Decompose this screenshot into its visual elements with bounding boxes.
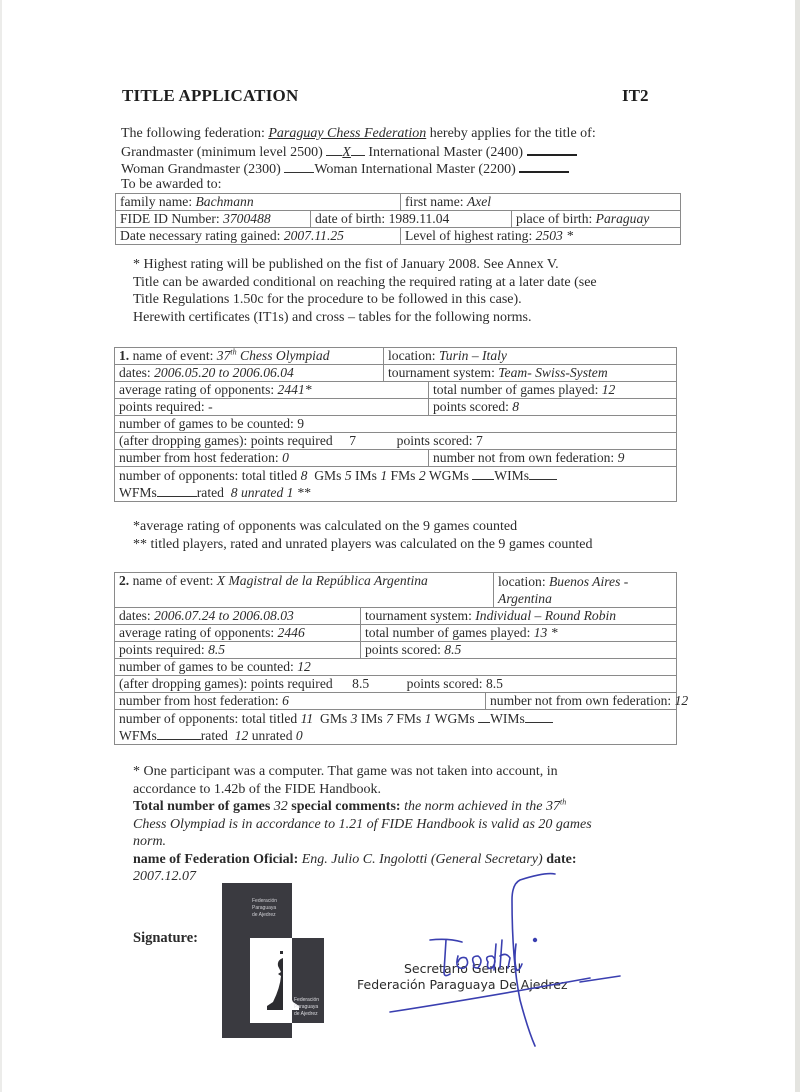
wfms-label: WFMs xyxy=(119,485,157,500)
pob-cell xyxy=(512,211,681,228)
opponents-label: number of opponents: total titled xyxy=(119,468,301,483)
table-row xyxy=(115,676,677,693)
system-label: tournament system: xyxy=(388,365,499,380)
dob-cell xyxy=(311,211,512,228)
fms-count: 2 xyxy=(418,468,426,483)
event-label: name of event: xyxy=(129,348,217,363)
gms-count: 3 xyxy=(350,711,358,726)
dates-value: 2006.05.20 to 2006.06.04 xyxy=(154,365,294,380)
event-sup: th xyxy=(230,347,237,357)
pob-value: Paraguay xyxy=(595,211,650,226)
event-value: 37 xyxy=(216,348,231,363)
total-games-cell xyxy=(361,625,677,642)
opponents-cell xyxy=(115,710,677,745)
comments-text: the norm achieved in the 37 xyxy=(404,799,560,814)
federation-prefix: The following federation: xyxy=(121,126,269,141)
wims-label: WIMs xyxy=(490,711,525,726)
games-counted-label: number of games to be counted: xyxy=(119,416,298,431)
unrated-count: 0 xyxy=(295,728,303,743)
after-dropping-scored-label: points scored: xyxy=(406,676,486,691)
gms-label: GMs xyxy=(314,468,342,483)
gms-label: GMs xyxy=(320,711,348,726)
table-row xyxy=(115,365,677,382)
total-games-value: 32 xyxy=(273,799,288,814)
player-table xyxy=(115,193,681,245)
ims-count: 7 xyxy=(386,711,393,726)
im-label: International Master (2400) xyxy=(364,145,527,160)
highest-rating-value: 2503 * xyxy=(535,228,574,243)
rated-label: rated xyxy=(196,485,224,500)
event-cell xyxy=(115,573,494,608)
wfms-label: WFMs xyxy=(119,728,157,743)
points-scored-value: 8 xyxy=(512,399,520,414)
first-name-cell xyxy=(401,194,681,211)
wgm-blank xyxy=(284,160,314,173)
first-name-label: first name: xyxy=(405,194,467,209)
page-edge-left xyxy=(0,0,2,1092)
avg-rating-value: 2441* xyxy=(277,382,312,397)
dates-cell xyxy=(115,608,361,625)
fide-id-cell xyxy=(116,211,311,228)
points-scored-cell xyxy=(429,399,677,416)
handwritten-signature-icon xyxy=(340,860,660,1050)
host-fed-value: 6 xyxy=(282,693,289,708)
event-value-rest: Chess Olympiad xyxy=(236,348,330,363)
wim-label: Woman International Master (2200) xyxy=(314,162,520,177)
unrated-count: 1 ** xyxy=(286,485,311,500)
avg-rating-label: average rating of opponents: xyxy=(119,382,278,397)
footnote-line: ** titled players, rated and unrated players was calculated on the 9 games counted xyxy=(133,536,593,552)
footnote-line: accordance to 1.42b of the FIDE Handbook. xyxy=(133,781,382,797)
footnote-line: *average rating of opponents was calculated on the 9 games counted xyxy=(133,519,518,534)
fms-label: FMs xyxy=(396,711,422,726)
points-required-cell xyxy=(115,399,429,416)
after-dropping-cell xyxy=(115,676,677,693)
games-counted-cell xyxy=(115,659,677,676)
location-cell xyxy=(494,573,677,608)
comments-text-2: Chess Olympiad is in accordance to 1.21 of FIDE Handbook is valid as 20 games xyxy=(133,816,592,832)
logo-text: Paraguaya xyxy=(294,1004,319,1010)
federation-name: Paraguay Chess Federation xyxy=(268,126,427,141)
points-required-value: - xyxy=(208,399,213,414)
logo-text: de Ajedrez xyxy=(294,1011,318,1017)
comments-text-3: norm. xyxy=(133,834,167,849)
host-fed-label: number from host federation: xyxy=(119,693,283,708)
norm-2-footnotes xyxy=(133,763,558,798)
opponents-label: number of opponents: total titled xyxy=(119,711,301,726)
points-scored-label: points scored: xyxy=(433,399,513,414)
event-value: X Magistral de la República Argentina xyxy=(216,573,428,588)
gms-count: 5 xyxy=(344,468,352,483)
federation-line xyxy=(121,125,596,142)
not-own-fed-value: 9 xyxy=(617,450,625,465)
date-label: date: xyxy=(542,851,577,867)
form-id: IT2 xyxy=(622,86,649,105)
games-counted-value: 12 xyxy=(297,659,311,674)
table-row xyxy=(115,416,677,433)
system-value: Team- Swiss-System xyxy=(498,365,608,380)
federation-suffix: hereby applies for the title of: xyxy=(426,126,596,141)
stamp-title: Secretario General xyxy=(404,961,522,976)
avg-rating-cell xyxy=(115,625,361,642)
dates-value: 2006.07.24 to 2006.08.03 xyxy=(154,608,294,623)
rated-label: rated xyxy=(200,728,228,743)
family-name-cell xyxy=(116,194,401,211)
points-required-cell xyxy=(115,642,361,659)
stamp-federation: Federación Paraguaya De Ajedrez xyxy=(357,977,568,992)
after-dropping-scored: 7 xyxy=(475,433,483,448)
comments-sup: th xyxy=(559,797,567,807)
after-dropping-scored-label: points scored: xyxy=(396,433,476,448)
after-dropping-label: (after dropping games): points required xyxy=(119,676,333,691)
awarded-to: To be awarded to: xyxy=(121,177,222,192)
dates-label: dates: xyxy=(119,608,155,623)
note-line: Title can be awarded conditional on reaching the required rating at a later date (see xyxy=(133,274,597,290)
gm-label: Grandmaster (minimum level 2500) xyxy=(121,145,327,160)
note-line: Herewith certificates (IT1s) and cross – tables for the following norms. xyxy=(133,309,532,325)
wgms-label: WGMs xyxy=(434,711,475,726)
system-label: tournament system: xyxy=(365,608,476,623)
table-row xyxy=(115,710,677,745)
games-counted-label: number of games to be counted: xyxy=(119,659,298,674)
highest-rating-cell xyxy=(401,228,681,245)
total-games-label: total number of games played: xyxy=(433,382,602,397)
total-games-label: Total number of games xyxy=(133,799,274,814)
norm-1-table xyxy=(114,347,677,502)
first-name-value: Axel xyxy=(466,194,492,209)
ims-label: IMs xyxy=(355,468,377,483)
avg-rating-value: 2446 xyxy=(277,625,305,640)
ims-label: IMs xyxy=(360,711,383,726)
wgms-label: WGMs xyxy=(428,468,469,483)
table-row xyxy=(115,659,677,676)
table-row xyxy=(115,399,677,416)
fms-count: 1 xyxy=(424,711,432,726)
footnote-line: * One participant was a computer. That game was not taken into account, in xyxy=(133,764,558,779)
location-label: location: xyxy=(388,348,439,363)
wims-blank xyxy=(525,710,553,723)
ims-count: 1 xyxy=(380,468,388,483)
location-value: Buenos Aires - xyxy=(549,574,629,589)
points-required-value: 8.5 xyxy=(208,642,226,657)
page-title: TITLE APPLICATION xyxy=(122,86,299,105)
games-counted-cell xyxy=(115,416,677,433)
not-own-fed-value: 12 xyxy=(674,693,689,708)
signature-label: Signature: xyxy=(133,930,198,946)
titled-count: 11 xyxy=(300,711,314,726)
avg-rating-label: average rating of opponents: xyxy=(119,625,278,640)
gm-mark: X xyxy=(342,145,351,160)
not-own-fed-label: number not from own federation: xyxy=(490,693,675,708)
wgms-blank xyxy=(472,467,494,480)
highest-rating-label: Level of highest rating: xyxy=(405,228,536,243)
table-row xyxy=(115,450,677,467)
official-label: name of Federation Oficial: xyxy=(133,851,302,867)
event-label: name of event: xyxy=(129,573,217,588)
wims-label: WIMs xyxy=(494,468,530,483)
system-cell xyxy=(361,608,677,625)
after-dropping-scored: 8.5 xyxy=(485,676,503,691)
table-row xyxy=(115,433,677,450)
wgm-label: Woman Grandmaster (2300) xyxy=(121,162,285,177)
not-own-fed-label: number not from own federation: xyxy=(433,450,618,465)
norm-1-footnotes xyxy=(133,518,593,553)
location-label: location: xyxy=(498,574,549,589)
host-fed-label: number from host federation: xyxy=(119,450,283,465)
table-row xyxy=(115,693,677,710)
dates-label: dates: xyxy=(119,365,155,380)
norm-2-table xyxy=(114,572,689,745)
dates-cell xyxy=(115,365,384,382)
table-row xyxy=(115,348,677,365)
gm-blank-pre xyxy=(326,143,342,156)
location-value-2: Argentina xyxy=(498,591,552,606)
note-line: * Highest rating will be published on the fist of January 2008. See Annex V. xyxy=(133,257,559,272)
location-cell xyxy=(384,348,677,365)
after-dropping-required: 8.5 xyxy=(352,676,370,691)
games-counted-value: 9 xyxy=(297,416,304,431)
im-blank xyxy=(527,142,577,156)
fide-id-value: 3700488 xyxy=(223,211,271,226)
rating-date-label: Date necessary rating gained: xyxy=(120,228,284,243)
table-row xyxy=(115,467,677,502)
wims-blank xyxy=(529,467,557,480)
fide-id-label: FIDE ID Number: xyxy=(120,211,224,226)
rated-count: 12 xyxy=(234,728,249,743)
total-games-value: 12 xyxy=(601,382,616,397)
system-cell xyxy=(384,365,677,382)
logo-text: Paraguaya xyxy=(252,905,277,911)
after-dropping-label: (after dropping games): points required xyxy=(119,433,333,448)
avg-rating-cell xyxy=(115,382,429,399)
table-row xyxy=(115,625,677,642)
family-name-label: family name: xyxy=(120,194,196,209)
event-cell xyxy=(115,348,384,365)
opponents-cell xyxy=(115,467,677,502)
dob-label: date of birth: xyxy=(315,211,389,226)
player-notes xyxy=(133,256,597,326)
note-line: Title Regulations 1.50c for the procedure to be followed in this case). xyxy=(133,292,522,307)
unrated-label: unrated xyxy=(240,485,284,500)
table-row xyxy=(116,228,681,245)
table-row xyxy=(116,211,681,228)
gm-blank-post xyxy=(351,143,365,156)
table-row xyxy=(115,608,677,625)
rating-date-value: 2007.11.25 xyxy=(283,228,344,243)
federation-logo-icon xyxy=(222,883,327,1038)
total-games-cell xyxy=(429,382,677,399)
host-fed-cell xyxy=(115,693,486,710)
table-row xyxy=(115,642,677,659)
summary-total-line xyxy=(133,798,673,816)
points-scored-value: 8.5 xyxy=(444,642,462,657)
family-name-value: Bachmann xyxy=(195,194,254,209)
wfms-blank xyxy=(157,727,201,740)
total-games-label: total number of games played: xyxy=(365,625,534,640)
page-edge-right xyxy=(795,0,800,1092)
norm-number: 1. xyxy=(119,348,130,363)
host-fed-value: 0 xyxy=(282,450,289,465)
titled-count: 8 xyxy=(300,468,308,483)
official-value: Eng. Julio C. Ingolotti (General Secretary) xyxy=(301,851,543,867)
rated-count: 8 xyxy=(230,485,238,500)
comments-label: special comments: xyxy=(287,799,405,814)
wgms-blank xyxy=(478,710,490,723)
points-scored-label: points scored: xyxy=(365,642,445,657)
unrated-label: unrated xyxy=(251,728,293,743)
location-value: Turin – Italy xyxy=(438,348,507,363)
dob-value: 1989.11.04 xyxy=(388,211,450,226)
after-dropping-cell xyxy=(115,433,677,450)
not-own-fed-cell xyxy=(429,450,677,467)
host-fed-cell xyxy=(115,450,429,467)
wim-blank xyxy=(519,159,569,173)
system-value: Individual – Round Robin xyxy=(475,608,617,623)
date-value: 2007.12.07 xyxy=(133,869,196,884)
table-row xyxy=(116,194,681,211)
not-own-fed-cell xyxy=(486,693,689,710)
logo-text: de Ajedrez xyxy=(252,912,276,918)
table-row xyxy=(115,573,677,608)
pob-label: place of birth: xyxy=(516,211,596,226)
wfms-blank xyxy=(157,484,197,497)
points-required-label: points required: xyxy=(119,399,209,414)
total-games-value: 13 * xyxy=(533,625,558,640)
rating-date-cell xyxy=(116,228,401,245)
table-row xyxy=(115,382,677,399)
norm-number: 2. xyxy=(119,573,130,588)
fms-label: FMs xyxy=(390,468,416,483)
after-dropping-required: 7 xyxy=(349,433,357,448)
logo-text: Federación xyxy=(294,997,320,1003)
points-scored-cell xyxy=(361,642,677,659)
points-required-label: points required: xyxy=(119,642,209,657)
logo-text: Federación xyxy=(252,898,278,904)
